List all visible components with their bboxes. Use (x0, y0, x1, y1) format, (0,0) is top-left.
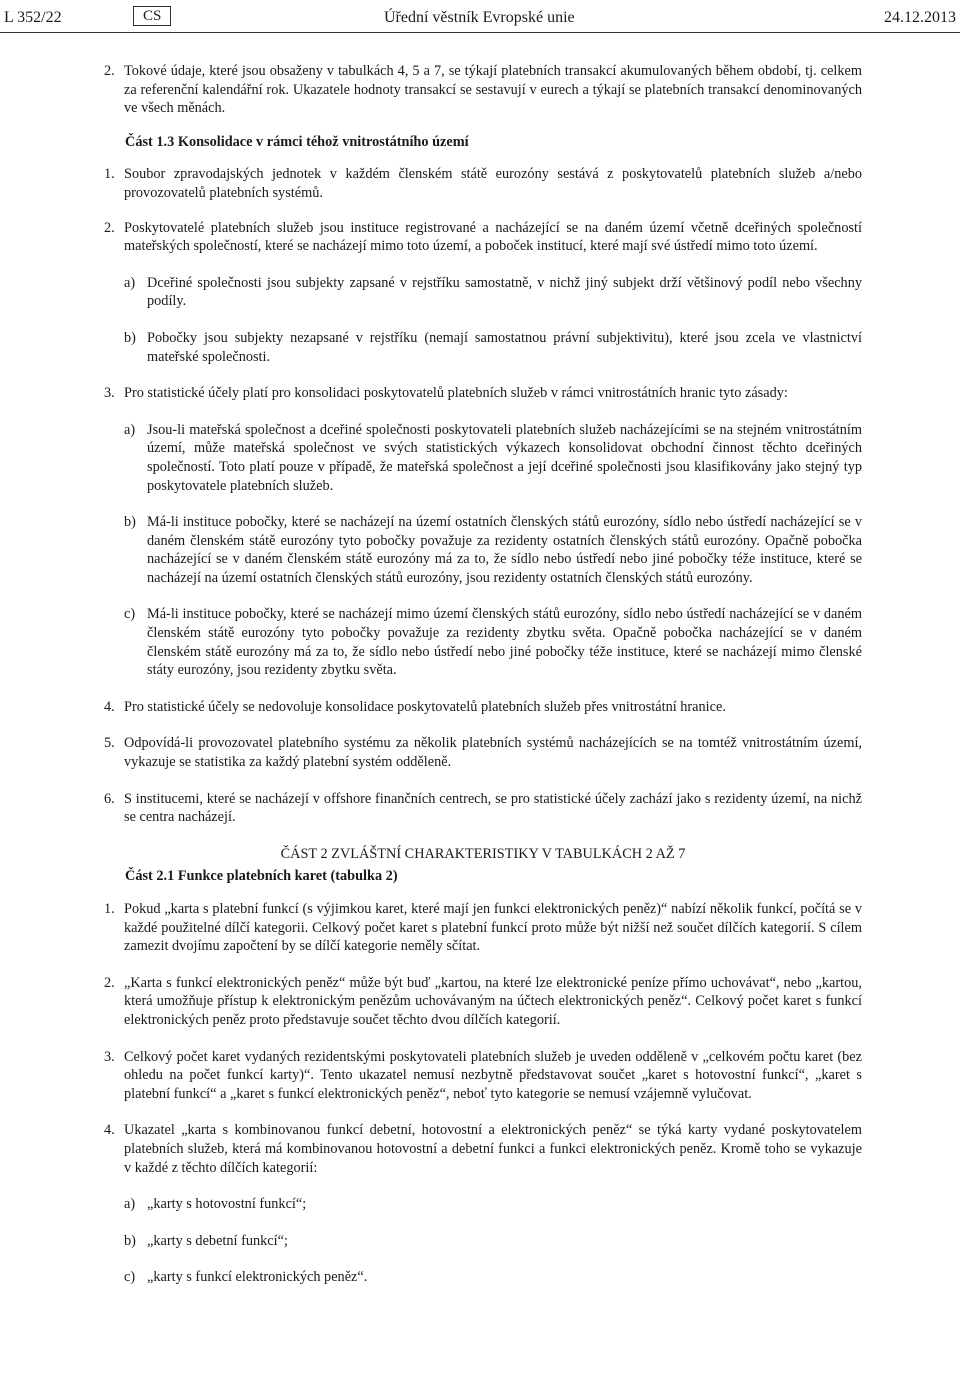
sub-item-label: b) (124, 514, 136, 531)
sub-item-text: Má-li instituce pobočky, které se nacházejí mimo území členských států eurozóny, sídlo nebo ústředí nacházející se v daném členském státě eurozóny tyto pobočky považuje za rezidenty zbytku světa. Opačně pobočka nacházející se v daném členském státě eurozóny má za to, že sídlo nebo ústředí nebo jiné pobočky téže instituce, které se nacházejí mimo členské státy eurozóny, jsou rezidenty zbytku světa. (147, 606, 862, 679)
list-item (104, 900, 862, 956)
sub-item (104, 605, 862, 679)
item-text: „Karta s funkcí elektronických peněz“ může být buď „kartou, na které lze elektronické peníze přímo uchovávat“, nebo „kartou, která umožňuje přístup k elektronickým penězům uchovávaným na účtech elektronických peněz“. Celkový počet karet s funkcí elektronických peněz proto představuje součet těchto dvou dílčích kategorií. (124, 974, 862, 1028)
item-number: 2. (104, 974, 115, 991)
sub-item-label: a) (124, 1196, 136, 1213)
item-number: 2. (104, 63, 115, 79)
journal-title: Úřední věstník Evropské unie (384, 9, 575, 26)
item-text: S institucemi, které se nacházejí v offshore finančních centrech, se pro statistické účely zachází jako s rezidenty území, na nichž se centra nacházejí. (124, 790, 862, 826)
sub-item (104, 329, 862, 366)
item-text: Poskytovatelé platebních služeb jsou instituce registrované a nacházející se na daném území včetně dceřiných společností mateřských společností, které se nacházejí mimo toto území, a poboček institucí, které mají své ústředí mimo toto území. (124, 219, 862, 255)
sub-item-label: c) (124, 1269, 136, 1286)
list-item (104, 384, 862, 403)
sub-item-text: Jsou-li mateřská společnost a dceřiné společnosti poskytovateli platebních služeb nacházejícími se na stejném vnitrostátním území, může mateřská společnost ve svých statistických výkazech konsolidovat obchodní činnost těchto dceřiných společností. Toto platí pouze v případě, že mateřská společnost a její dceřiné společnosti jsou klasifikovány jako stejný typ poskytovatele platebních služeb. (147, 421, 862, 494)
item-number: 1. (104, 901, 115, 917)
sub-item-label: c) (124, 606, 136, 623)
item-number: 3. (104, 385, 115, 402)
item-text: Pro statistické účely se nedovoluje konsolidace poskytovatelů platebních služeb přes vnitrostátní hranice. (124, 698, 726, 715)
item-text: Pokud „karta s platební funkcí (s výjimkou karet, které mají jen funkci elektronických peněz)“ nabízí několik funkcí, počítá se v každé použitelné dílčí kategorii. Celkový počet karet s platební funkcí proto může být nižší než součet dílčích kategorií. S cílem zamezit dvojímu započtení by se dílčí kategorie neměly sčítat. (124, 901, 862, 955)
sub-item (104, 421, 862, 495)
list-item (104, 698, 862, 717)
sub-item-text: „karty s hotovostní funkcí“; (147, 1196, 307, 1213)
item-text: Odpovídá-li provozovatel platebního systému za několik platebních systémů nacházejících se na tomtéž vnitrostátním území, vykazuje se statistika za každý platební systém odděleně. (124, 735, 862, 771)
item-number: 6. (104, 790, 115, 807)
sub-item-label: a) (124, 421, 136, 438)
item-number: 4. (104, 698, 115, 715)
item-text: Soubor zpravodajských jednotek v každém členském státě eurozóny sestává z poskytovatelů platebních služeb a/nebo provozovatelů platebních systémů. (124, 166, 862, 201)
list-item (104, 62, 862, 118)
publication-date: 24.12.2013 (884, 9, 956, 26)
sub-item-text: „karty s debetní funkcí“; (147, 1232, 288, 1249)
item-text: Pro statistické účely platí pro konsolidaci poskytovatelů platebních služeb v rámci vnitrostátních hranic tyto zásady: (124, 385, 788, 402)
item-number: 2. (104, 219, 115, 236)
sub-item (104, 1195, 862, 1214)
list-item (104, 790, 862, 827)
list-item (104, 1121, 862, 1177)
sub-item (104, 274, 862, 311)
sub-item-text: Dceřiné společnosti jsou subjekty zapsané v rejstříku samostatně, v nichž jiný subjekt drží většinový podíl nebo všechny podíly. (147, 274, 862, 310)
sub-item-label: b) (124, 329, 136, 346)
list-item (104, 219, 862, 256)
item-text: Ukazatel „karta s kombinovanou funkcí debetní, hotovostní a elektronických peněz“ se týká karty vydané poskytovatelem platebních služeb, která má kombinovanou hotovostní a debetní funkci a funkci elektronických peněz. Kromě toho se vykazuje v každé z těchto dílčích kategorií: (124, 1122, 862, 1176)
sub-item-label: b) (124, 1232, 136, 1249)
sub-item (104, 513, 862, 587)
section-heading: Část 1.3 Konsolidace v rámci téhož vnitrostátního území (125, 133, 469, 150)
document-body (104, 62, 862, 1287)
page-header (0, 6, 960, 33)
item-number: 4. (104, 1122, 115, 1139)
list-item (104, 974, 862, 1030)
item-number: 3. (104, 1048, 115, 1065)
section-heading: Část 2.1 Funkce platebních karet (tabulka 2) (125, 868, 398, 885)
list-item (104, 1048, 862, 1104)
list-item (104, 734, 862, 771)
item-text: Celkový počet karet vydaných rezidentskými poskytovateli platebních služeb je uveden odděleně v „celkovém počtu karet (bez ohledu na počet funkcí karty)“. Tento ukazatel nemusí nezbytně představovat součet „karet s hotovostní funkcí“, „karet s platební funkcí“ a „karet s funkcí elektronických peněz“, neboť tyto kategorie se nemusí vzájemně vylučovat. (124, 1048, 862, 1102)
item-number: 1. (104, 166, 115, 183)
sub-item-text: Má-li instituce pobočky, které se nacházejí na území ostatních členských států eurozóny, sídlo nebo ústředí nacházející se v daném členském státě eurozóny tyto pobočky považuje za rezidenty ostatních členských států eurozóny. Opačně pobočka nacházející se v daném členském státě eurozóny má za to, že sídlo nebo ústředí nebo jiné pobočky téže instituce, které se nacházejí na území ostatních členských států eurozóny, jsou rezidenty ostatních členských států eurozóny. (147, 514, 862, 586)
sub-item-text: „karty s funkcí elektronických peněz“. (147, 1269, 368, 1286)
sub-item (104, 1232, 862, 1251)
list-item (104, 165, 862, 202)
sub-item-label: a) (124, 274, 136, 291)
item-number: 5. (104, 735, 115, 752)
page-number: L 352/22 (4, 9, 62, 26)
sub-item (104, 1268, 862, 1287)
part-title: ČÁST 2 ZVLÁŠTNÍ CHARAKTERISTIKY V TABULKÁCH 2 AŽ 7 (280, 845, 686, 862)
language-badge: CS (133, 6, 171, 26)
sub-item-text: Pobočky jsou subjekty nezapsané v rejstříku (nemají samostatnou právní subjektivitu), které jsou zcela ve vlastnictví mateřské společnosti. (147, 329, 862, 365)
item-text: Tokové údaje, které jsou obsaženy v tabulkách 4, 5 a 7, se týkají platebních transakcí akumulovaných během období, tj. celkem za referenční kalendářní rok. Ukazatele hodnoty transakcí se sestavují v eurech a týkají se platebních transakcí denominovaných ve všech měnách. (124, 63, 862, 117)
